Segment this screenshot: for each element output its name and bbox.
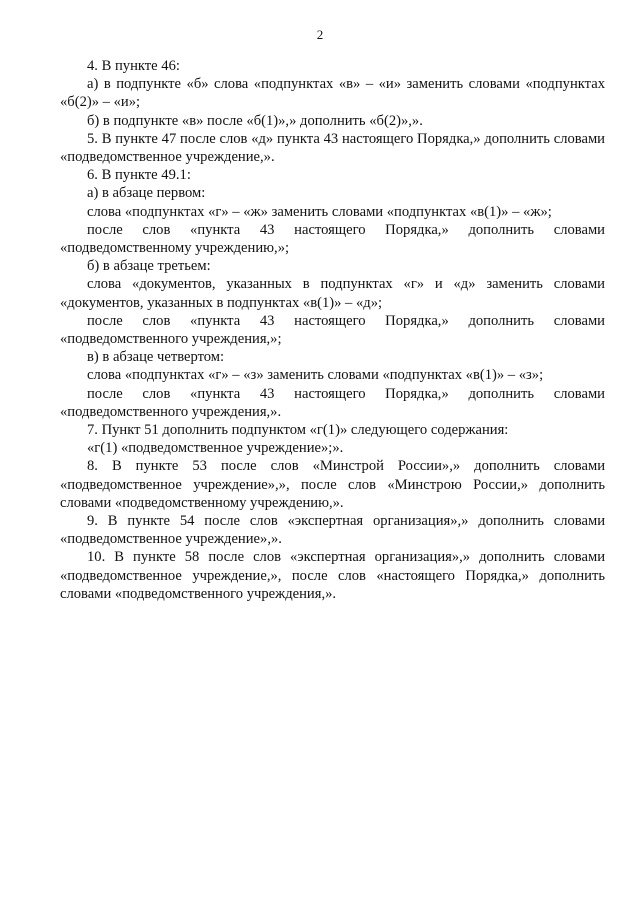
paragraph: после слов «пункта 43 настоящего Порядка,» дополнить словами «подведомственного учреждения,»; bbox=[60, 312, 605, 348]
paragraph: после слов «пункта 43 настоящего Порядка,» дополнить словами «подведомственному учреждению,»; bbox=[60, 221, 605, 257]
paragraph: в) в абзаце четвертом: bbox=[87, 349, 225, 366]
paragraph: «г(1) «подведомственное учреждение»;». bbox=[87, 440, 344, 457]
paragraph: 4. В пункте 46: bbox=[87, 58, 180, 74]
paragraph: 6. В пункте 49.1: bbox=[87, 167, 191, 184]
paragraph: 5. В пункте 47 после слов «д» пункта 43 настоящего Порядка,» дополнить словами «подведомственное учреждение,». bbox=[60, 130, 605, 166]
document-body bbox=[60, 57, 605, 603]
paragraph: слова «подпунктах «г» – «з» заменить словами «подпунктах «в(1)» – «з»; bbox=[87, 367, 544, 384]
paragraph: б) в абзаце третьем: bbox=[87, 258, 211, 275]
paragraph: 7. Пункт 51 дополнить подпунктом «г(1)» следующего содержания: bbox=[87, 422, 509, 439]
paragraph: а) в абзаце первом: bbox=[87, 185, 206, 202]
paragraph: 8. В пункте 53 после слов «Минстрой России»,» дополнить словами «подведомственное учреждение»,», после слов «Минстрою России,» дополнить словами «подведомственному учреждению,». bbox=[60, 458, 605, 511]
paragraph: 10. В пункте 58 после слов «экспертная организация»,» дополнить словами «подведомственное учреждение,», после слов «настоящего Порядка,» дополнить словами «подведомственного учреждения,». bbox=[60, 549, 605, 602]
paragraph: слова «подпунктах «г» – «ж» заменить словами «подпунктах «в(1)» – «ж»; bbox=[87, 203, 552, 220]
paragraph: б) в подпункте «в» после «б(1)»,» дополнить «б(2)»,». bbox=[87, 112, 423, 129]
paragraph: слова «документов, указанных в подпунктах «г» и «д» заменить словами «документов, указанных в подпунктах «в(1)» – «д»; bbox=[60, 276, 605, 311]
paragraph: 9. В пункте 54 после слов «экспертная организация»,» дополнить словами «подведомственное учреждение»,». bbox=[60, 513, 605, 548]
paragraph: после слов «пункта 43 настоящего Порядка,» дополнить словами «подведомственного учреждения,». bbox=[60, 385, 605, 420]
paragraph: а) в подпункте «б» слова «подпунктах «в» – «и» заменить словами «подпунктах «б(2)» – «и»; bbox=[60, 76, 605, 111]
page-number: 2 bbox=[316, 27, 324, 42]
